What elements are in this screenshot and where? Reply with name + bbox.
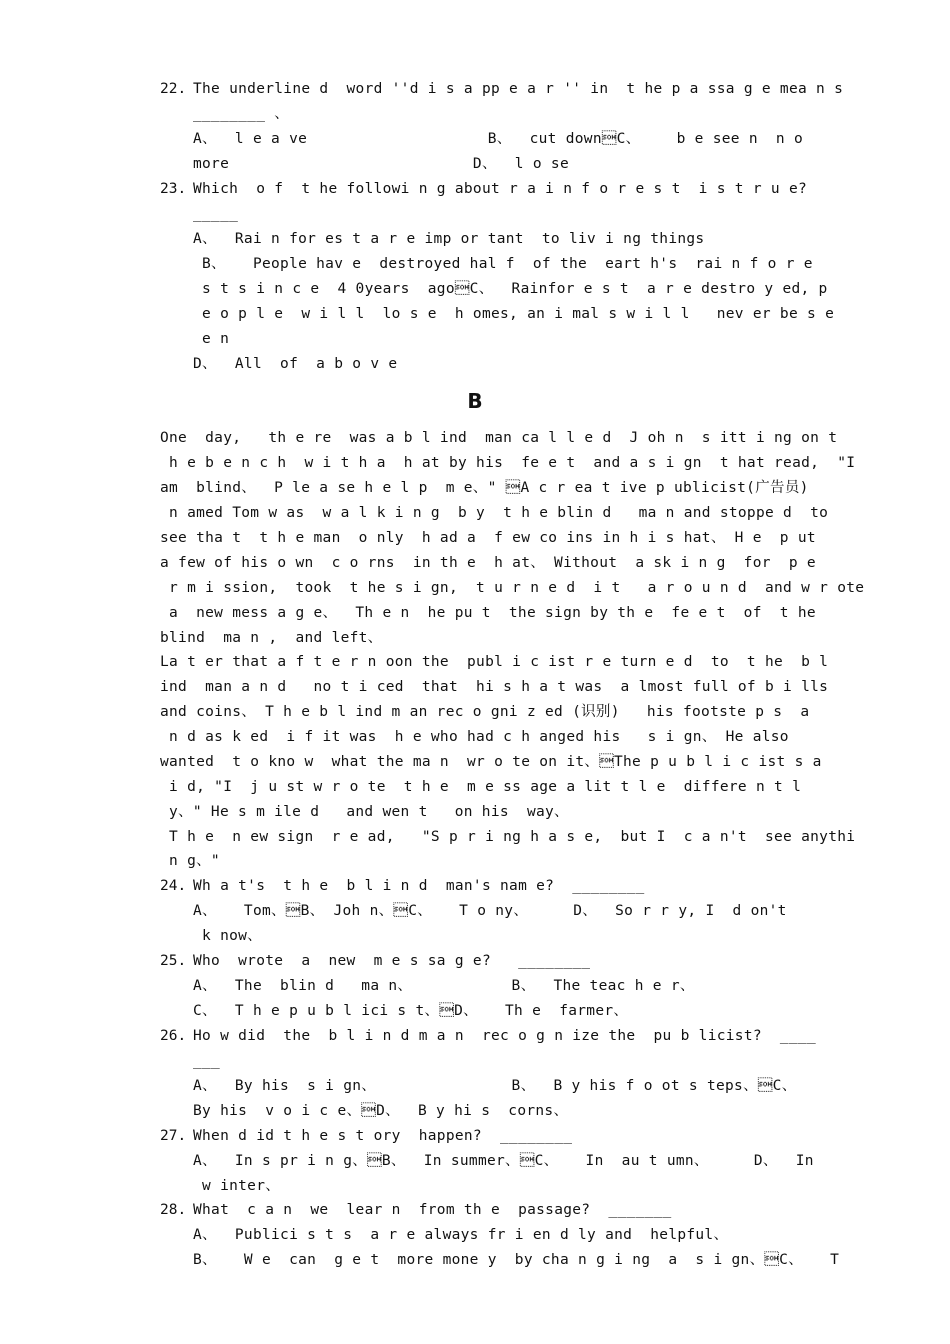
question-text: When d id t h e s t ory happen? ________	[193, 1128, 573, 1144]
passage-line: i d, "I j u st w r o te t h e m e ss age a lit t l e differe n t l	[160, 779, 802, 795]
question-number: 22.	[160, 81, 187, 97]
answer-options: By his v o i c e、D、 B y hi s corns、	[193, 1103, 569, 1119]
passage-line: T h e n ew sign r e ad, "S p r i ng h a s e, but I c a n't see anythi	[160, 829, 856, 845]
passage-line: n g、"	[160, 853, 220, 869]
question-text: Wh a t's t h e b l i n d man's nam e? ________	[193, 878, 645, 894]
passage-line: a few of his o wn c o rns in th e h at、 Without a sk i n g for p e	[160, 555, 816, 571]
answer-option-b: B、 People hav e destroyed hal f of the eart h's rai n f o r e	[193, 256, 813, 272]
question-text: Ho w did the b l i n d m a n rec o g n ize the pu b licist? ____	[193, 1028, 817, 1044]
answer-options: A、 The blin d ma n、 B、 The teac h e r、	[193, 978, 695, 994]
answer-options: A、 By his s i gn、 B、 B y his f o ot s teps、C、	[193, 1078, 797, 1094]
answer-option-b: B、 W e can g e t more mone y by cha n g i ng a s i gn、C、 T	[193, 1252, 840, 1268]
passage-line: wanted t o kno w what the ma n wr o te on it、The p u b l i c ist s a	[160, 754, 822, 770]
answer-option-c-cont: e o p l e w i l l lo s e h omes, an i mal s w i l l nev er be s e	[193, 306, 835, 322]
answer-options: C、 T h e p u b l ici s t、D、 Th e farmer、	[193, 1003, 629, 1019]
answer-options: k now、	[193, 928, 262, 944]
answer-blank: _____	[193, 206, 239, 222]
question-number: 27.	[160, 1128, 187, 1144]
passage-line: and coins、 T h e b l ind m an rec o gni z ed (识别) his footste p s a	[160, 704, 810, 720]
answer-option-a: A、 Rai n for es t a r e imp or tant to liv i ng things	[193, 231, 705, 247]
question-text: The underline d word ''d i s a pp e a r '' in t he p a ssa g e mea n s	[193, 81, 844, 97]
answer-options: A、 In s pr i n g、B、 In summer、C、 In au t umn、 D、 In	[193, 1153, 814, 1169]
answer-option-d: D、 All of a b o v e	[193, 356, 398, 372]
answer-option-c-cont: e n	[193, 331, 230, 347]
answer-options: more D、 l o se	[193, 156, 569, 172]
passage-line: blind ma n , and left、	[160, 630, 383, 646]
passage-line: n d as k ed i f it was h e who had c h anged his s i gn、 He also	[160, 729, 789, 745]
question-number: 28.	[160, 1202, 187, 1218]
question-number: 24.	[160, 878, 187, 894]
passage-line: a new mess a g e、 Th e n he pu t the sign by th e fe e t of t he	[160, 605, 816, 621]
question-number: 23.	[160, 181, 187, 197]
answer-option-a: A、 Publici s t s a r e always fr i en d ly and helpful、	[193, 1227, 729, 1243]
question-text: Who wrote a new m e s sa g e? ________	[193, 953, 591, 969]
passage-line: n amed Tom w as w a l k i n g b y t h e blin d ma n and stoppe d to	[160, 505, 829, 521]
section-heading: B	[467, 389, 483, 413]
question-text: What c a n we lear n from th e passage? _______	[193, 1202, 672, 1218]
question-number: 26.	[160, 1028, 187, 1044]
answer-option-b-cont: s t s i n c e 4 0years agoC、 Rainfor e s t a r e destro y ed, p	[193, 281, 828, 297]
answer-options: w inter、	[193, 1178, 281, 1194]
answer-options: A、 l e a ve B、 cut downC、 b e see n n o	[193, 131, 804, 147]
passage-line: h e b e n c h w i t h a h at by his fe e t and a s i gn t hat read, "I	[160, 455, 856, 471]
answer-blank: ________ 、	[193, 106, 290, 122]
answer-options: A、 Tom、B、 Joh n、C、 T o ny、 D、 So r r y, I d on't	[193, 903, 787, 919]
passage-line: am blind、 P le a se h e l p m e、" A c r ea t ive p ublicist(广告员)	[160, 480, 809, 496]
passage-line: One day, th e re was a b l ind man ca l l e d J oh n s itt i ng on t	[160, 430, 838, 446]
question-text: Which o f t he followi n g about r a i n f o r e s t i s t r u e?	[193, 181, 808, 197]
passage-line: see tha t t h e man o nly h ad a f ew co ins in h i s hat、 H e p ut	[160, 530, 816, 546]
passage-line: La t er that a f t e r n oon the publ i c ist r e turn e d to t he b l	[160, 654, 829, 670]
passage-line: ind man a n d no t i ced that hi s h a t was a lmost full of b i lls	[160, 679, 829, 695]
passage-line: r m i ssion, took t he s i gn, t u r n e d i t a r o u n d and w r ote	[160, 580, 865, 596]
passage-line: y、" He s m ile d and wen t on his way、	[160, 804, 569, 820]
answer-blank: ___	[193, 1053, 221, 1069]
question-number: 25.	[160, 953, 187, 969]
